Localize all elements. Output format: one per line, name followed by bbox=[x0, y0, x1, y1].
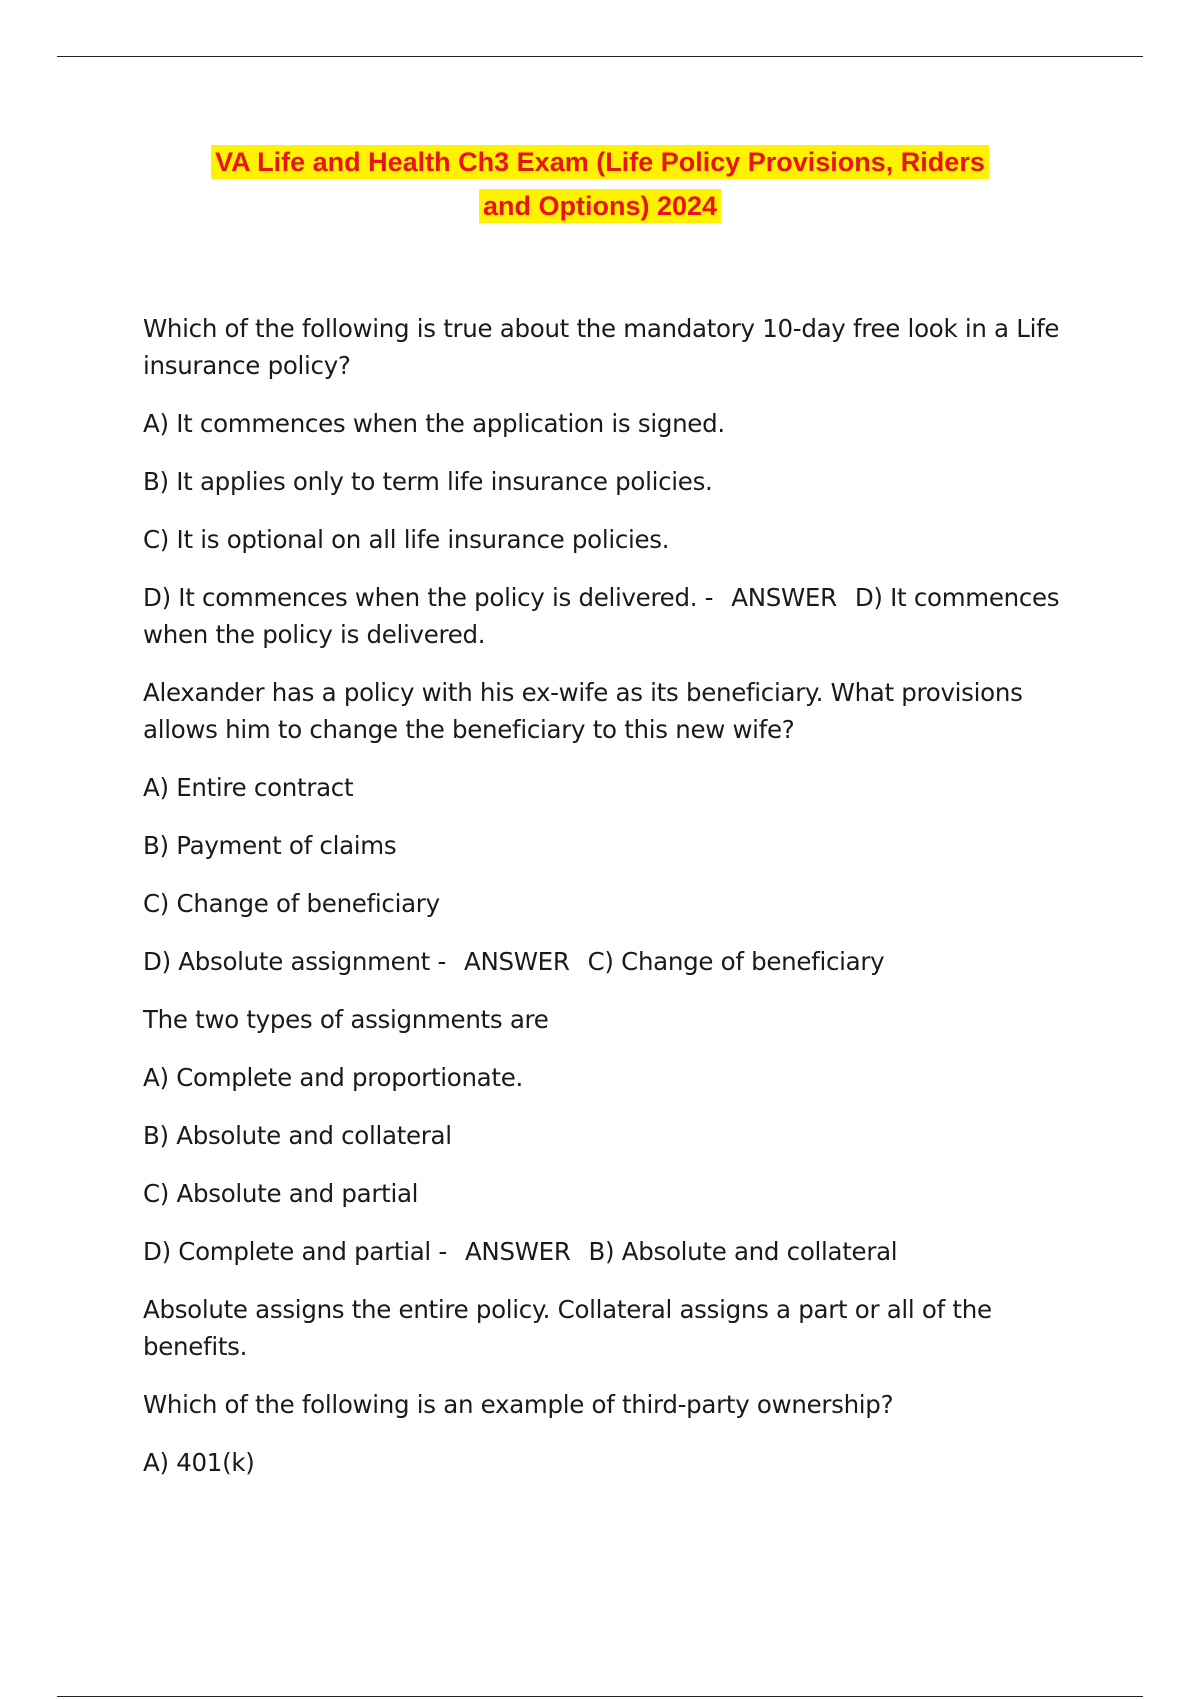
q4-option-a: A) 401(k) bbox=[143, 1448, 255, 1477]
q3-answer: B) Absolute and collateral bbox=[588, 1237, 898, 1266]
top-rule bbox=[57, 56, 1143, 57]
q3-explanation: Absolute assigns the entire policy. Collateral assigns a part or all of the benefits. bbox=[143, 1295, 992, 1361]
q3-answer-label: ANSWER bbox=[464, 1237, 571, 1266]
title-line-1: VA Life and Health Ch3 Exam (Life Policy Provisions, Riders bbox=[211, 145, 989, 179]
q2-answer: C) Change of beneficiary bbox=[587, 947, 885, 976]
q1-option-c: C) It is optional on all life insurance policies. bbox=[143, 525, 670, 554]
q1-option-d-with-answer bbox=[143, 579, 1103, 653]
q1-option-d: D) It commences when the policy is delivered. - bbox=[143, 583, 714, 612]
document-title bbox=[100, 140, 1100, 228]
q2-option-d-with-answer bbox=[143, 943, 1103, 980]
title-line-2: and Options) 2024 bbox=[479, 189, 721, 223]
q2-option-d: D) Absolute assignment - bbox=[143, 947, 447, 976]
question-1: Which of the following is true about the mandatory 10-day free look in a Life insurance policy? bbox=[143, 314, 1060, 380]
q3-option-c: C) Absolute and partial bbox=[143, 1179, 419, 1208]
q2-option-b: B) Payment of claims bbox=[143, 831, 397, 860]
bottom-rule bbox=[57, 1696, 1143, 1697]
q3-option-d: D) Complete and partial - bbox=[143, 1237, 447, 1266]
q1-answer: D) It commences when the policy is delivered. bbox=[143, 583, 1060, 649]
q1-option-a: A) It commences when the application is signed. bbox=[143, 409, 725, 438]
q3-option-d-with-answer bbox=[143, 1233, 1103, 1270]
q2-option-a: A) Entire contract bbox=[143, 773, 354, 802]
document-body bbox=[143, 310, 1103, 1502]
q3-option-a: A) Complete and proportionate. bbox=[143, 1063, 523, 1092]
q2-option-c: C) Change of beneficiary bbox=[143, 889, 440, 918]
q2-answer-label: ANSWER bbox=[464, 947, 570, 976]
question-3: The two types of assignments are bbox=[143, 1005, 549, 1034]
q1-answer-label: ANSWER bbox=[731, 583, 837, 612]
q3-option-b: B) Absolute and collateral bbox=[143, 1121, 452, 1150]
question-4: Which of the following is an example of third-party ownership? bbox=[143, 1390, 894, 1419]
q1-option-b: B) It applies only to term life insurance policies. bbox=[143, 467, 713, 496]
question-2: Alexander has a policy with his ex-wife as its beneficiary. What provisions allows him to change the beneficiary to this new wife? bbox=[143, 678, 1023, 744]
